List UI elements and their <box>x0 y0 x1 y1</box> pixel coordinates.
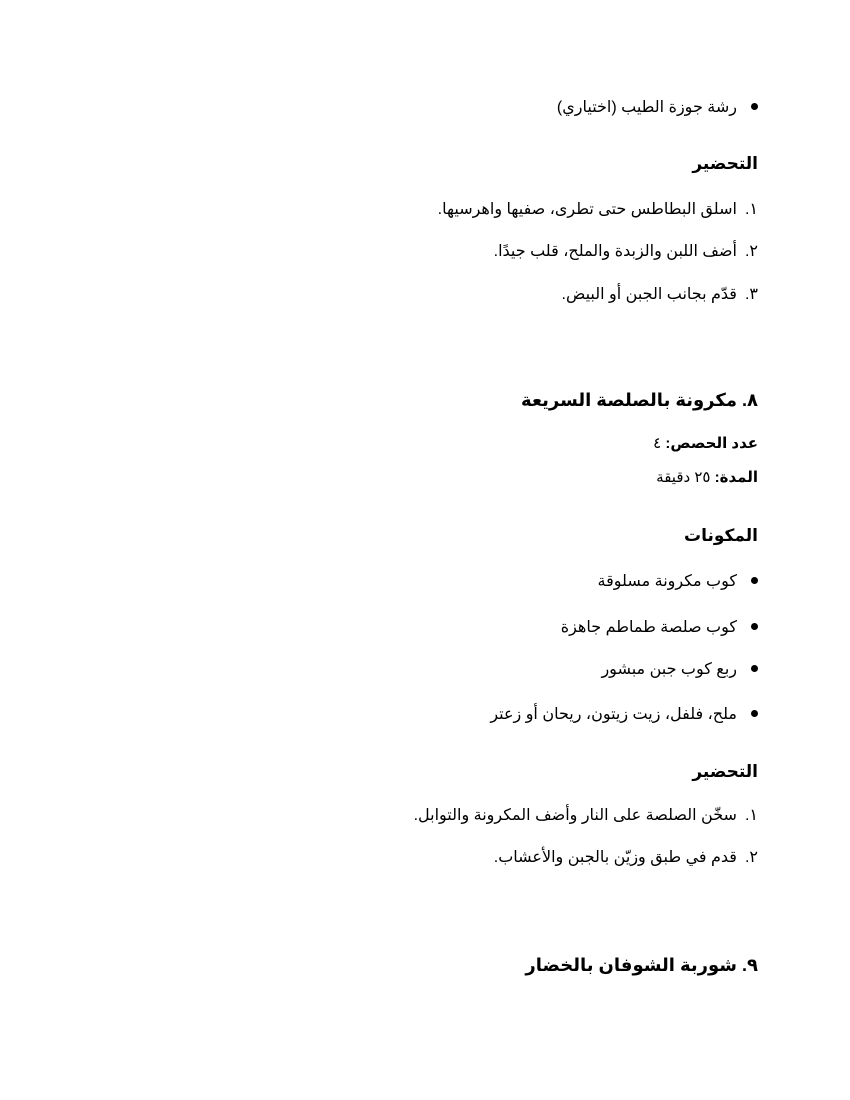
step-text: سخّن الصلصة على النار وأضف المكرونة والتوابل. <box>413 807 737 824</box>
servings-label: عدد الحصص: <box>665 435 758 452</box>
servings-line <box>653 434 758 454</box>
bullet-icon <box>751 623 758 630</box>
step-item <box>438 200 758 220</box>
recipe-title: ٩. شوربة الشوفان بالخضار <box>525 955 758 975</box>
duration-label: المدة: <box>714 469 758 486</box>
bullet-icon <box>751 710 758 717</box>
step-number: ٢. <box>744 243 758 260</box>
servings-value: ٤ <box>653 435 662 452</box>
recipe-title: ٨. مكرونة بالصلصة السريعة <box>521 390 758 410</box>
step-number: ١. <box>744 201 758 218</box>
step-item <box>414 806 758 826</box>
preparation-heading: التحضير <box>692 154 758 173</box>
step-item <box>562 285 758 305</box>
list-item <box>601 660 758 680</box>
ingredient-text: ربع كوب جبن مبشور <box>601 661 737 678</box>
step-item <box>494 848 758 868</box>
list-item <box>557 98 758 118</box>
step-text: اسلق البطاطس حتى تطرى، صفيها واهرسيها. <box>437 201 737 218</box>
step-number: ١. <box>744 807 758 824</box>
ingredient-text: كوب مكرونة مسلوقة <box>597 573 737 590</box>
bullet-icon <box>751 103 758 110</box>
ingredients-heading: المكونات <box>683 526 758 545</box>
list-item <box>598 572 758 592</box>
step-item <box>494 242 758 262</box>
bullet-icon <box>751 577 758 584</box>
step-text: قدم في طبق وزيّن بالجبن والأعشاب. <box>493 849 737 866</box>
ingredient-text: كوب صلصة طماطم جاهزة <box>560 619 737 636</box>
step-number: ٣. <box>744 286 758 303</box>
bullet-icon <box>751 665 758 672</box>
ingredient-text: ملح، فلفل، زيت زيتون، ريحان أو زعتر <box>490 706 737 723</box>
step-number: ٢. <box>744 849 758 866</box>
ingredient-text: رشة جوزة الطيب (اختياري) <box>556 99 737 116</box>
duration-line <box>656 468 758 488</box>
list-item <box>561 618 758 638</box>
duration-value: ٢٥ دقيقة <box>656 469 711 486</box>
step-text: قدّم بجانب الجبن أو البيض. <box>561 286 737 303</box>
preparation-heading: التحضير <box>692 762 758 781</box>
list-item <box>490 705 758 725</box>
step-text: أضف اللبن والزبدة والملح، قلب جيدًا. <box>493 243 737 260</box>
